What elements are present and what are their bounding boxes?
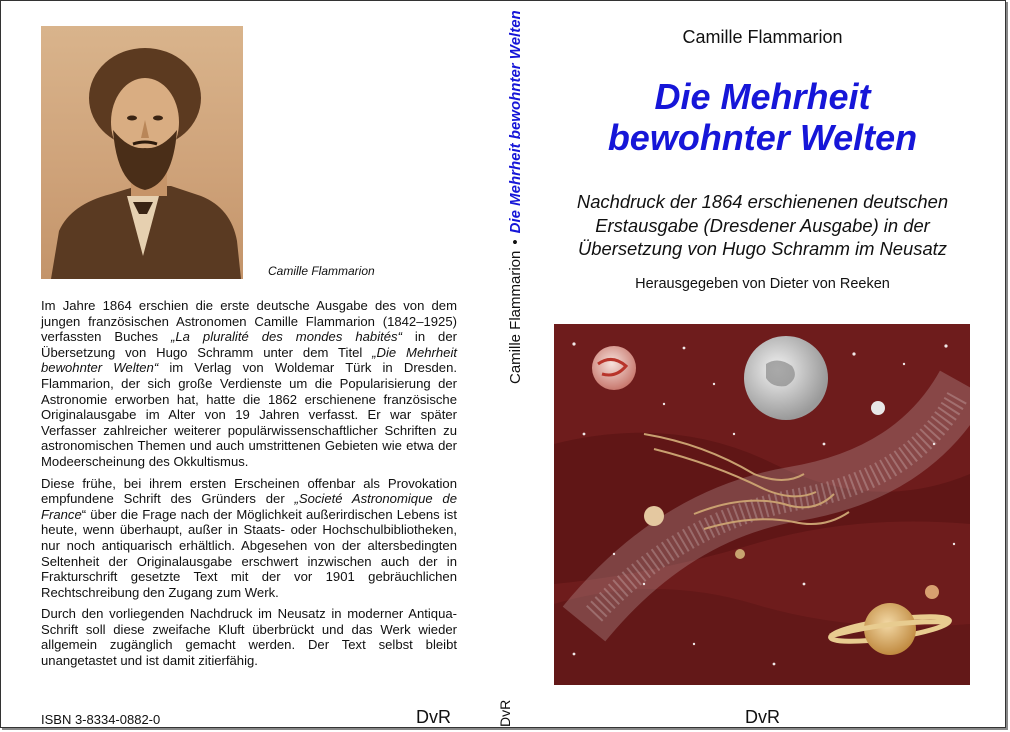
spine-text	[507, 10, 524, 384]
title-line: bewohnter Welten	[607, 117, 918, 158]
subtitle-line: Erstausgabe (Dresdener Ausgabe) in der	[595, 214, 930, 236]
portrait-caption: Camille Flammarion	[268, 264, 375, 278]
author-portrait	[41, 26, 243, 279]
spine-author: Camille Flammarion	[507, 250, 524, 384]
back-cover-blurb	[41, 298, 457, 675]
editor-credit: Herausgegeben von Dieter von Reeken	[635, 276, 890, 292]
publisher-logo-back: DvR	[416, 707, 451, 727]
blurb-paragraph: Diese frühe, bei ihrem ersten Erscheinen offenbar als Provokation empfundene Schrift des Gründers der „Societé Astronomique de France“ über die Frage nach der Möglichkeit außerirdischen Lebens ist heute, wenn überhaupt, außer in Staats- oder Hochschulbibliotheken, nur noch antiquarisch erhältlich. Abgesehen von der altersbedingten Seltenheit der Originalausgabe erschwert inzwischen auch der in Frakturschrift gesetzte Text mit der vor 1901 gebräuchlichen Rechtschreibung den Zugang zum Werk.	[41, 475, 457, 600]
isbn-number: ISBN 3-8334-0882-0	[41, 712, 161, 727]
publisher-logo-spine: DvR	[497, 699, 513, 727]
book-subtitle	[555, 190, 970, 261]
book-title	[555, 76, 970, 158]
spine-separator: •	[507, 239, 524, 245]
cover-illustration	[554, 324, 970, 685]
blurb-paragraph: Im Jahre 1864 erschien die erste deutsche Ausgabe des von dem jungen französischen Astronomen Camille Flammarion (1842–1925) verfassten Buches „La pluralité des mondes habités“ in der Übersetzung von Hugo Schramm unter dem Titel „Die Mehrheit bewohnter Welten“ im Verlag von Woldemar Türk in Dresden. Flammarion, der sich große Verdienste um die Popularisierung der Astronomie erworben hat, hatte die 1862 erschienene französische Originalausgabe im Alter von 19 Jahren verfasst. Er war später Verfasser zahlreicher weiterer populärwissenschaftlicher Schriften zu astronomischen Themen und auch umstrittenen Gebieten wie etwa der Modeerscheinung des Okkultismus.	[41, 298, 458, 469]
title-line: Die Mehrheit	[654, 76, 871, 117]
subtitle-line: Übersetzung von Hugo Schramm im Neusatz	[578, 238, 947, 259]
subtitle-line: Nachdruck der 1864 erschienenen deutschen	[576, 191, 949, 212]
spine-title: Die Mehrheit bewohnter Welten	[507, 10, 524, 234]
blurb-paragraph: Durch den vorliegenden Nachdruck im Neusatz in moderner Antiqua-Schrift soll diese zweifache Kluft überbrückt und das Werk wieder allgemein zugänglich gemacht werden. Der Text selbst bleibt unangetastet und ist damit zitierfähig.	[41, 606, 457, 669]
publisher-logo-front: DvR	[745, 707, 780, 727]
front-author: Camille Flammarion	[682, 27, 843, 47]
